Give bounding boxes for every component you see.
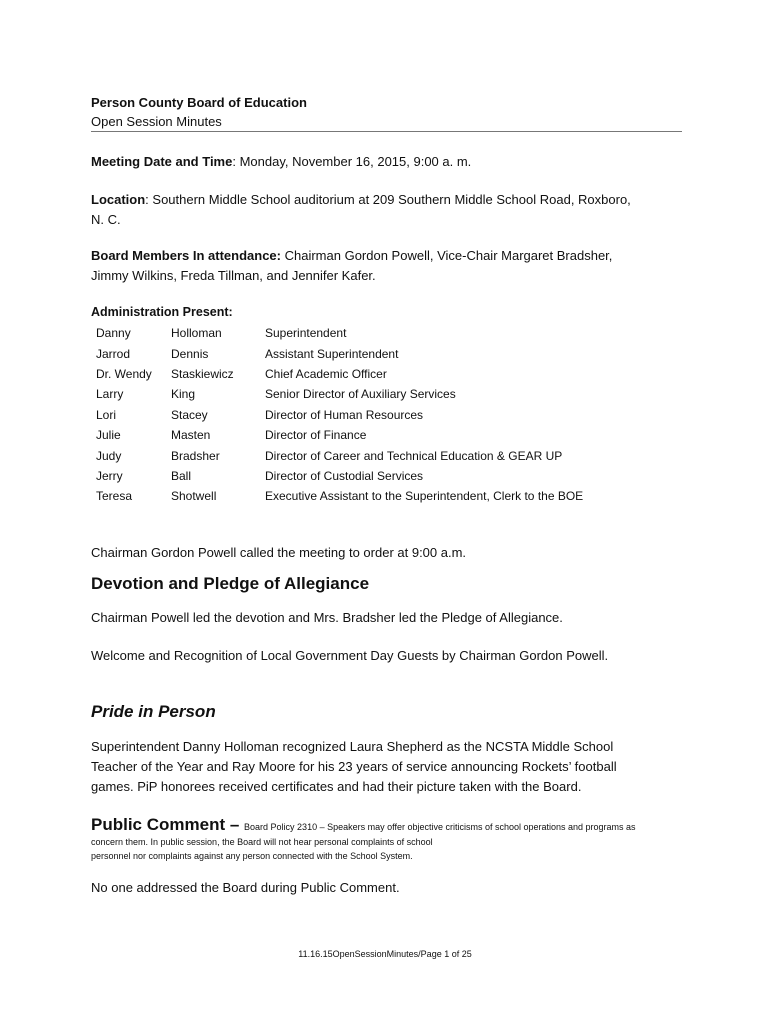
administration-table — [91, 323, 685, 507]
public-comment-heading: Public Comment – — [91, 815, 245, 834]
policy-text-3: personnel nor complaints against any person connected with the School System. — [91, 851, 413, 861]
policy-text-1: Board Policy 2310 – Speakers may offer objective criticisms of school operations and programs as — [244, 822, 636, 832]
admin-last-name: Staskiewicz — [171, 366, 234, 381]
location-label: Location — [91, 192, 146, 207]
admin-title: Director of Career and Technical Education & GEAR UP — [265, 448, 563, 463]
table-row — [91, 425, 685, 445]
admin-last-name: Masten — [171, 428, 211, 443]
admin-first-name: Lori — [96, 407, 117, 422]
table-row — [91, 364, 685, 384]
table-row — [91, 343, 685, 363]
admin-last-name: Ball — [171, 468, 192, 483]
admin-title: Chief Academic Officer — [265, 366, 387, 381]
admin-last-name: Holloman — [171, 326, 222, 341]
pride-paragraph — [91, 737, 691, 797]
devotion-heading: Devotion and Pledge of Allegiance — [91, 574, 370, 593]
location-value-2: N. C. — [91, 212, 121, 227]
public-comment-result: No one addressed the Board during Public Comment. — [91, 880, 400, 895]
location-value-1: : Southern Middle School auditorium at 209 Southern Middle School Road, Roxboro, — [145, 192, 631, 207]
admin-first-name: Jerry — [96, 468, 123, 483]
admin-last-name: Bradsher — [171, 448, 220, 463]
admin-title: Assistant Superintendent — [265, 346, 399, 361]
admin-title: Executive Assistant to the Superintendent, Clerk to the BOE — [265, 489, 584, 504]
location-paragraph — [91, 190, 691, 230]
header-divider — [91, 131, 682, 132]
admin-last-name: Dennis — [171, 346, 209, 361]
admin-first-name: Julie — [96, 428, 121, 443]
public-comment-line — [91, 815, 691, 835]
page-footer: 11.16.15OpenSessionMinutes/Page 1 of 25 — [298, 949, 472, 959]
meeting-date-value: : Monday, November 16, 2015, 9:00 a. m. — [232, 154, 472, 169]
admin-first-name: Teresa — [96, 489, 133, 504]
pride-line-1: Superintendent Danny Holloman recognized Laura Shepherd as the NCSTA Middle School — [91, 739, 614, 754]
call-to-order-text: Chairman Gordon Powell called the meeting to order at 9:00 a.m. — [91, 545, 467, 560]
admin-title: Director of Human Resources — [265, 407, 424, 422]
admin-title: Superintendent — [265, 326, 347, 341]
pride-line-3: games. PiP honorees received certificates and had their picture taken with the Board. — [91, 779, 582, 794]
admin-title: Senior Director of Auxiliary Services — [265, 387, 456, 402]
welcome-text: Welcome and Recognition of Local Government Day Guests by Chairman Gordon Powell. — [91, 648, 609, 663]
board-members-value-2: Jimmy Wilkins, Freda Tillman, and Jennifer Kafer. — [91, 268, 376, 283]
admin-last-name: Stacey — [171, 407, 208, 422]
board-members-paragraph — [91, 246, 691, 286]
table-row — [91, 445, 685, 465]
admin-first-name: Larry — [96, 387, 124, 402]
table-row — [91, 323, 685, 343]
admin-title: Director of Finance — [265, 428, 367, 443]
admin-first-name: Jarrod — [96, 346, 131, 361]
devotion-text: Chairman Powell led the devotion and Mrs. Bradsher led the Pledge of Allegiance. — [91, 610, 563, 625]
table-row — [91, 384, 685, 404]
pride-heading: Pride in Person — [91, 702, 216, 721]
document-subtitle: Open Session Minutes — [91, 114, 222, 129]
table-row — [91, 466, 685, 486]
board-members-label: Board Members In attendance: — [91, 248, 281, 263]
admin-first-name: Dr. Wendy — [96, 366, 152, 381]
pride-line-2: Teacher of the Year and Ray Moore for his 23 years of service announcing Rockets’ football — [91, 759, 617, 774]
board-members-value-1: Chairman Gordon Powell, Vice-Chair Margaret Bradsher, — [281, 248, 613, 263]
table-row — [91, 405, 685, 425]
admin-last-name: King — [171, 387, 196, 402]
admin-title: Director of Custodial Services — [265, 468, 424, 483]
document-title: Person County Board of Education — [91, 95, 307, 110]
administration-heading: Administration Present: — [91, 305, 233, 319]
meeting-date-line — [91, 152, 691, 172]
admin-first-name: Judy — [96, 448, 122, 463]
admin-first-name: Danny — [96, 326, 131, 341]
table-row — [91, 486, 685, 506]
meeting-date-label: Meeting Date and Time — [91, 154, 233, 169]
admin-last-name: Shotwell — [171, 489, 217, 504]
policy-text-2: concern them. In public session, the Board will not hear personal complaints of school — [91, 837, 433, 847]
